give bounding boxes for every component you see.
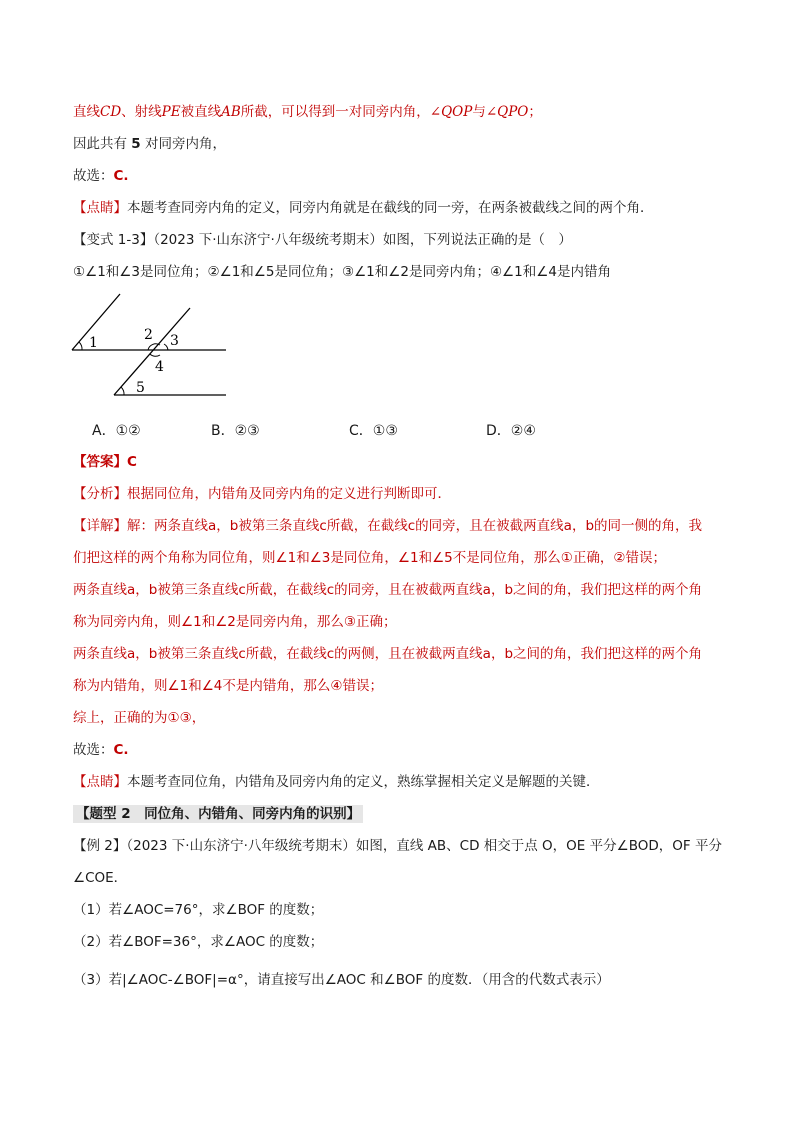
text: 故选： [73,168,114,184]
choice-a[interactable] [92,420,141,440]
choice-line [73,166,129,186]
text: 故选： [73,742,114,758]
text: 所截，可以得到一对同旁内角， [240,104,430,120]
answer-letter: C. [113,742,129,758]
answer-tag: 【答案】 [73,454,127,470]
detail-line-4: 称为同旁内角，则∠1和∠2是同旁内角，那么③正确； [73,614,397,630]
analysis-line [73,484,451,504]
detail-line-3: 两条直线a，b被第三条直线c所截，在截线c的同旁，且在被截两直线a，b之间的角，我们把这样的两个角 [73,582,703,598]
choice-text: ②③ [234,423,260,439]
choice-c[interactable] [349,420,398,440]
type2-heading [73,804,363,824]
comment2-line [73,772,600,792]
arc-angle-4 [150,354,160,356]
choice-text: ①③ [372,423,398,439]
question-source: （2023 下·山东济宁·八年级统考期末）如图，下列说法正确的是（ ） [153,232,572,248]
choice-letter: B． [211,423,235,439]
answer-line [73,452,137,472]
choice-letter: A． [92,423,116,439]
label-angle-2: 2 [144,327,153,343]
analysis-tag: 【分析】 [73,486,127,502]
text: 与 [472,104,486,120]
label-angle-5: 5 [136,380,145,396]
choice-text: ①② [115,423,141,439]
choice-d[interactable] [486,420,536,440]
transversal-right [114,308,190,395]
answer-value: C [127,454,137,470]
text: 对同旁内角， [145,136,226,152]
detail-line-8 [73,740,129,760]
detail-line-1 [73,516,702,536]
count: 5 [131,136,141,152]
angle-qpo: ∠QPO [485,104,529,120]
text: 直线 [73,104,100,120]
question-label: 【变式 1-3】 [73,232,154,248]
answer-letter: C. [113,168,129,184]
choice-letter: C． [349,423,373,439]
arc-angle-5 [121,387,124,395]
detail-line-5: 两条直线a，b被第三条直线c所截，在截线c的两侧，且在被截两直线a，b之间的角，我们把这样的两个角 [73,646,703,662]
comment-tag: 【点睛】 [73,774,127,790]
choice-letter: D． [486,423,511,439]
example2-line-2: ∠COE． [73,870,128,886]
detail-line-7: 综上，正确的为①③， [73,710,206,726]
example2-q3: （3）若|∠AOC-∠BOF|=α°，请直接写出∠AOC 和∠BOF 的度数．（用含的代数式表示） [73,972,610,988]
section-heading: 【题型 2 同位角、内错角、同旁内角的识别】 [73,805,363,823]
example2-q1: （1）若∠AOC=76°，求∠BOF 的度数； [73,902,324,918]
comment-line [73,198,654,218]
text: 因此共有 [73,136,127,152]
analysis-text: 根据同位角，内错角及同旁内角的定义进行判断即可． [127,486,451,502]
arc-angle-1 [79,342,82,350]
arc-angle-3 [164,344,168,350]
text: 被直线 [180,104,222,120]
text: ； [528,104,542,120]
line-cd: CD [100,104,122,120]
choice-b[interactable] [211,420,260,440]
text: 、射线 [121,104,162,120]
comment-tag: 【点睛】 [73,200,127,216]
choice-text: ②④ [510,423,536,439]
ray-pe: PE [161,104,181,120]
angle-qop: ∠QOP [429,104,473,120]
comment-text: 本题考查同位角，内错角及同旁内角的定义，熟练掌握相关定义是解题的关键． [127,774,600,790]
line-ab: AB [221,104,241,120]
statements-line: ①∠1和∠3是同位角；②∠1和∠5是同位角；③∠1和∠2是同旁内角；④∠1和∠4是内错角 [73,264,611,280]
detail-line-2: 们把这样的两个角称为同位角，则∠1和∠3是同位角，∠1和∠5不是同位角，那么①正确，②错误； [73,550,666,566]
label-angle-4: 4 [155,359,164,375]
detail-line-6: 称为内错角，则∠1和∠4不是内错角，那么④错误； [73,678,383,694]
geometry-figure [68,288,238,404]
example2-q2: （2）若∠BOF=36°，求∠AOC 的度数； [73,934,324,950]
question-line [73,230,572,250]
solution-line-2 [73,134,226,154]
label-angle-3: 3 [170,333,179,349]
label-angle-1: 1 [89,335,98,351]
detail-text: 解：两条直线a，b被第三条直线c所截，在截线c的同旁，且在被截两直线a，b的同一侧的角，我 [127,518,703,534]
example2-line-1: 【例 2】（2023 下·山东济宁·八年级统考期末）如图，直线 AB、CD 相交于点 O，OE 平分∠BOD，OF 平分 [73,838,722,854]
solution-line-1 [73,102,542,122]
detail-tag: 【详解】 [73,518,127,534]
comment-text: 本题考查同旁内角的定义，同旁内角就是在截线的同一旁，在两条被截线之间的两个角． [127,200,654,216]
